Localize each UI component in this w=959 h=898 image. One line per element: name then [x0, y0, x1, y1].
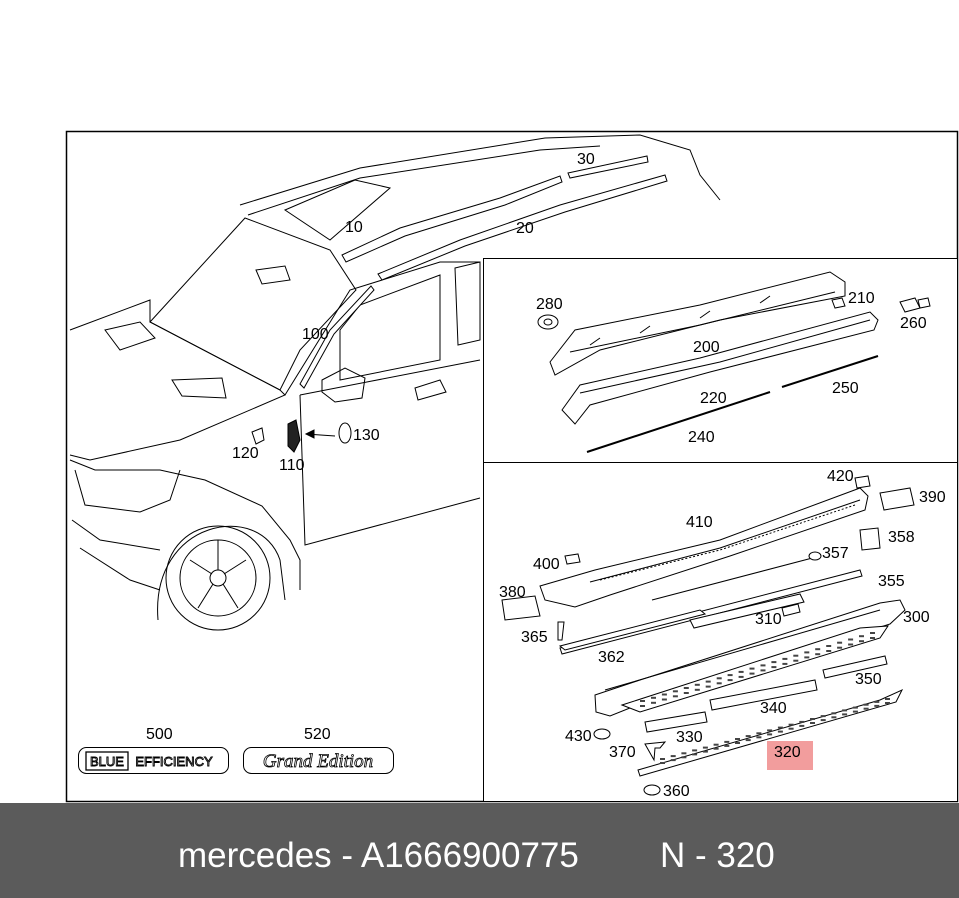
- callout-120: 120: [232, 445, 259, 462]
- pad-dot: [735, 738, 740, 740]
- pad-dot: [756, 736, 761, 738]
- pad-dot: [714, 744, 719, 746]
- pad-dot: [767, 733, 772, 735]
- callout-370: 370: [609, 744, 636, 761]
- part-430: [594, 729, 610, 739]
- callout-250: 250: [832, 380, 859, 397]
- pad-dot: [692, 753, 697, 755]
- pad-dot: [870, 637, 875, 639]
- pad-dot: [831, 716, 836, 718]
- callout-10: 10: [345, 219, 363, 236]
- pad-dot: [660, 758, 665, 760]
- pad-dot: [673, 690, 678, 692]
- pad-dot: [864, 704, 869, 706]
- pad-dot: [717, 677, 722, 679]
- callout-360: 360: [663, 783, 690, 800]
- pad-dot: [885, 698, 890, 700]
- pad-dot: [842, 709, 847, 711]
- callout-400: 400: [533, 556, 560, 573]
- blue-efficiency-badge-right: EFFICIENCY: [135, 754, 213, 769]
- pad-dot: [837, 642, 842, 644]
- pad-dot: [815, 653, 820, 655]
- blue-efficiency-badge-left: BLUE: [90, 754, 124, 769]
- grand-edition-badge: [244, 748, 394, 774]
- callout-350: 350: [855, 671, 882, 688]
- pad-dot: [789, 728, 794, 730]
- pad-dot: [684, 687, 689, 689]
- pad-dot: [724, 741, 729, 743]
- callout-380: 380: [499, 584, 526, 601]
- pad-dot: [735, 742, 740, 744]
- pad-dot: [739, 671, 744, 673]
- blue-efficiency-badge: [79, 748, 229, 774]
- pad-dot: [826, 645, 831, 647]
- pad-dot: [885, 702, 890, 704]
- pad-dot: [853, 711, 858, 713]
- pad-dot: [717, 682, 722, 684]
- pad-dot: [728, 679, 733, 681]
- callout-410: 410: [686, 514, 713, 531]
- pad-dot: [874, 705, 879, 707]
- pad-dot: [706, 681, 711, 683]
- pad-dot: [692, 749, 697, 751]
- pad-dot: [681, 752, 686, 754]
- callout-340: 340: [760, 700, 787, 717]
- callout-200: 200: [693, 339, 720, 356]
- pad-dot: [771, 666, 776, 668]
- pad-dot: [793, 655, 798, 657]
- caption-bar: [0, 803, 959, 898]
- pad-dot: [651, 702, 656, 704]
- pad-dot: [810, 718, 815, 720]
- pad-dot: [821, 715, 826, 717]
- pad-dot: [799, 725, 804, 727]
- callout-110: 110: [279, 457, 305, 474]
- callout-220: 220: [700, 390, 727, 407]
- pad-dot: [804, 656, 809, 658]
- callout-130: 130: [353, 427, 380, 444]
- pad-dot: [706, 686, 711, 688]
- part-400: [565, 554, 580, 564]
- pad-dot: [848, 639, 853, 641]
- callout-362: 362: [598, 649, 625, 666]
- pad-dot: [874, 701, 879, 703]
- callout-210: 210: [848, 290, 875, 307]
- pad-dot: [761, 669, 766, 671]
- callout-260: 260: [900, 315, 927, 332]
- callout-240: 240: [688, 429, 715, 446]
- pad-dot: [778, 727, 783, 729]
- callout-30: 30: [577, 151, 595, 168]
- pad-dot: [671, 759, 676, 761]
- pad-dot: [826, 650, 831, 652]
- callout-357: 357: [822, 545, 849, 562]
- pad-dot: [870, 632, 875, 634]
- callout-430: 430: [565, 728, 592, 745]
- pad-dot: [640, 700, 645, 702]
- callout-390: 390: [919, 489, 946, 506]
- pad-dot: [714, 748, 719, 750]
- pad-dot: [837, 647, 842, 649]
- callout-355: 355: [878, 573, 905, 590]
- plug-part-130: [339, 423, 351, 443]
- pad-dot: [662, 699, 667, 701]
- pad-dot: [746, 735, 751, 737]
- callout-330: 330: [676, 729, 703, 746]
- pad-dot: [859, 640, 864, 642]
- pad-dot: [831, 712, 836, 714]
- pad-dot: [821, 719, 826, 721]
- callout-520: 520: [304, 726, 331, 743]
- pad-dot: [842, 713, 847, 715]
- pad-dot: [750, 673, 755, 675]
- caption-part-number: mercedes - A1666900775: [178, 836, 579, 875]
- callout-280: 280: [536, 296, 563, 313]
- callout-358: 358: [888, 529, 915, 546]
- caption-reference: N - 320: [660, 836, 775, 875]
- pad-dot: [767, 729, 772, 731]
- callout-20: 20: [516, 220, 534, 237]
- pad-dot: [793, 660, 798, 662]
- pad-dot: [859, 635, 864, 637]
- pad-dot: [750, 668, 755, 670]
- pad-dot: [756, 732, 761, 734]
- grand-edition-badge-text: Grand Edition: [262, 751, 374, 772]
- callout-500: 500: [146, 726, 173, 743]
- pad-dot: [724, 745, 729, 747]
- pad-dot: [810, 722, 815, 724]
- pad-dot: [684, 692, 689, 694]
- pad-dot: [853, 707, 858, 709]
- pad-dot: [804, 651, 809, 653]
- part-420: [855, 476, 870, 488]
- pad-dot: [771, 661, 776, 663]
- pad-dot: [739, 676, 744, 678]
- pad-dot: [662, 694, 667, 696]
- pad-dot: [848, 644, 853, 646]
- part-210: [832, 298, 845, 308]
- pad-dot: [782, 663, 787, 665]
- pad-dot: [671, 755, 676, 757]
- pad-dot: [695, 684, 700, 686]
- pad-dot: [651, 697, 656, 699]
- pad-dot: [681, 756, 686, 758]
- callout-365: 365: [521, 629, 548, 646]
- pad-dot: [778, 731, 783, 733]
- pad-dot: [673, 695, 678, 697]
- callout-100: 100: [302, 326, 329, 343]
- callout-420: 420: [827, 468, 854, 485]
- pad-dot: [728, 674, 733, 676]
- pad-dot: [815, 648, 820, 650]
- pad-dot: [789, 724, 794, 726]
- pad-dot: [761, 664, 766, 666]
- callout-300: 300: [903, 609, 930, 626]
- pad-dot: [703, 751, 708, 753]
- pad-dot: [782, 658, 787, 660]
- pad-dot: [695, 689, 700, 691]
- pad-dot: [703, 747, 708, 749]
- callout-310: 310: [755, 611, 782, 628]
- pad-dot: [799, 721, 804, 723]
- pad-dot: [640, 705, 645, 707]
- part-360: [644, 785, 660, 795]
- part-358: [860, 528, 880, 550]
- pad-dot: [746, 739, 751, 741]
- callout-320: 320: [774, 744, 801, 761]
- pad-dot: [660, 762, 665, 764]
- pad-dot: [864, 708, 869, 710]
